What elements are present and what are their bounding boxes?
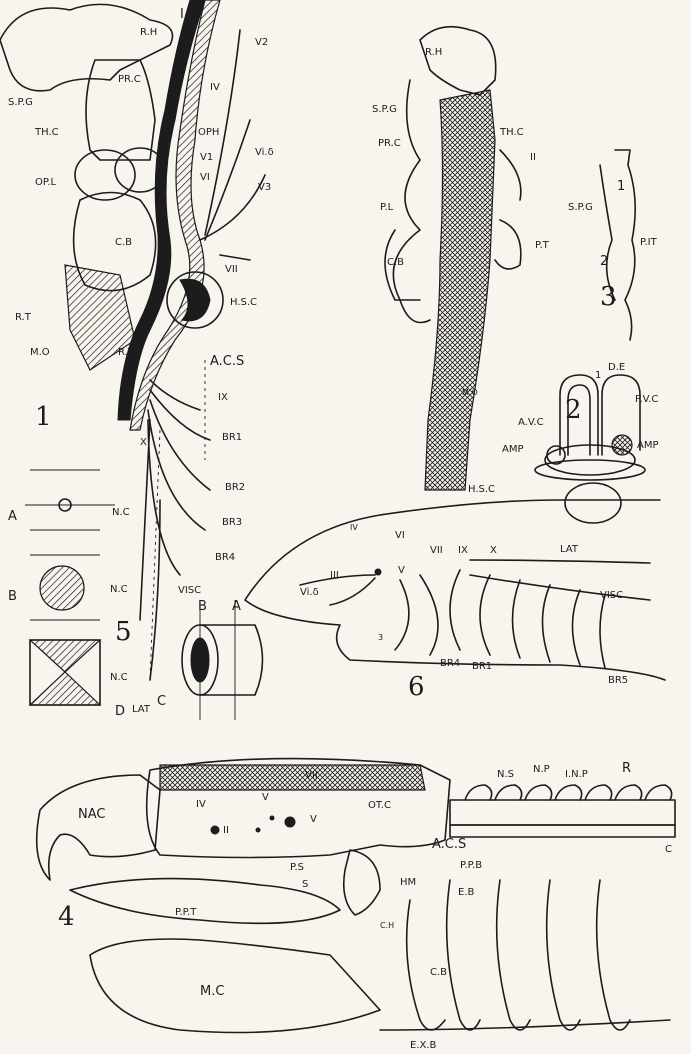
fig1-label-hsc: H.S.C [230,297,258,308]
fig4-label-vii: VII [305,770,318,781]
fig1-label-c: C [157,694,167,709]
fig2-label-amp-r: AMP [637,440,659,451]
fig6-label-visc: VISC [600,590,624,601]
fig5-section-d-hourglass [30,640,100,705]
fig1-label-br1: BR1 [222,432,243,443]
fig6-label-vid: Vi.δ [300,587,319,598]
fig4-palatopterygoid [70,879,340,924]
fig1-label-lat: LAT [132,704,150,715]
fig6-label-br4: BR4 [440,658,461,669]
fig6-label-br5: BR5 [608,675,629,686]
fig4-label-r: R [622,761,632,776]
fig4-label-ps: P.S [290,862,304,873]
fig1-label-rt-2: R.T [118,347,134,358]
figure-4-skull-lateral [37,759,675,1051]
fig3-label-inset-2: 2 [600,254,609,269]
fig3-label-spg: S.P.G [372,104,397,115]
fig1-label-prc: PR.C [118,74,141,85]
fig4-foramen-ii [211,826,219,834]
fig4-vertebral-column [450,800,675,825]
fig2-label-1: 1 [595,370,602,381]
fig4-label-iv: IV [196,799,206,810]
fig1-label-a: A [232,599,241,614]
fig6-label-ix: IX [458,545,468,556]
fig1-label-iv: IV [210,82,220,93]
fig2-ampulla-left [547,446,565,464]
fig1-label-v1: V1 [200,152,214,163]
fig6-label-vi: VI [395,530,405,541]
fig1-label-v3: V3 [258,182,272,193]
fig6-lateral-line-nerve [470,560,650,563]
figure-5-notochord-sections [8,470,263,720]
fig5-label-nc-1: N.C [112,507,130,518]
fig1-label-cb: C.B [115,237,133,248]
fig1-label-br3: BR3 [222,517,243,528]
fig1-label-b: B [198,599,207,614]
fig4-label-ppt: P.P.T [175,907,197,918]
fig6-label-iv: IV [350,523,358,532]
fig1-label-x: X [140,437,147,448]
fig1-label-i: I [180,7,184,22]
fig4-label-otc: OT.C [368,800,391,811]
fig3-label-inset-1: 1 [617,179,626,194]
fig4-label-v: V [262,792,269,803]
fig6-pharynx [395,575,438,655]
fig4-label-inp: I.N.P [565,769,588,780]
fig1-label-ix: IX [218,392,228,403]
fig1-label-v2: V2 [255,37,269,48]
fig6-label-lat: LAT [560,544,578,555]
fig3-label-ii: II [530,152,536,163]
fig6-label-x: X [490,545,497,556]
fig1-label-thc: TH.C [35,127,59,138]
fig4-label-ii: II [223,825,229,836]
fig6-label-br1: BR1 [472,661,493,672]
fig3-number: 3 [600,282,617,312]
fig4-cranium-roof [160,765,425,790]
fig2-label-avc: A.V.C [518,417,544,428]
fig4-label-cb: C.B [430,967,448,978]
figure-1-brain-dorsal [0,0,274,719]
fig4-label-np: N.P [533,764,550,775]
fig1-label-acs: A.C.S [210,354,245,369]
fig1-label-vii: VII [225,264,238,275]
fig4-label-ppb: P.P.B [460,860,483,871]
fig5-section-b [40,566,84,610]
fig4-label-mc: M.C [200,984,225,999]
fig4-label-eb: E.B [458,887,475,898]
figure-2-inner-ear [468,362,659,523]
fig6-label-3: 3 [378,633,384,642]
fig6-ganglion [375,569,381,575]
fig4-neural-canal [450,825,675,837]
figure-3-brain-sagittal [372,27,658,490]
fig1-label-oph: OPH [198,127,220,138]
fig4-label-ch: C.H [380,921,395,930]
fig3-label-rh: R.H [425,47,443,58]
fig6-number: 6 [408,672,425,702]
fig1-label-d: D [115,704,126,719]
fig3-label-pl: P.L [380,202,394,213]
fig6-label-vii: VII [430,545,443,556]
fig3-label-pt: P.T [535,240,549,251]
fig1-nerve-v-group [200,120,265,260]
fig1-label-br4: BR4 [215,552,236,563]
fig3-label-prc: PR.C [378,138,401,149]
fig1-label-opl: OP.L [35,177,57,188]
fig5-label-nc-2: N.C [110,584,128,595]
fig1-label-br2: BR2 [225,482,246,493]
fig3-label-inset-spg: S.P.G [568,202,593,213]
fig4-neural-arches [465,785,672,800]
fig5-number: 5 [115,617,132,647]
fig1-label-visc: VISC [178,585,202,596]
fig2-label-hsc: H.S.C [468,484,496,495]
fig4-meckel-cartilage [90,939,380,1033]
fig2-number: 2 [565,395,582,425]
fig3-hemisphere [420,27,496,95]
fig4-label-acs: A.C.S [432,837,467,852]
fig4-label-c: C [665,844,672,855]
fig1-label-vi: VI [200,172,210,183]
fig4-label-nac: NAC [78,807,106,822]
fig1-vagus-branches [148,380,210,575]
fig6-label-iii: III [330,570,339,581]
fig3-outline-left [393,80,430,323]
fig5-label-a: A [8,509,17,524]
fig1-label-mo: M.O [30,347,50,358]
fig3-label-mo: M.O [462,388,478,397]
fig4-label-ns: N.S [497,769,515,780]
fig4-nasal-capsule [37,775,160,880]
fig3-label-cb: C.B [387,257,405,268]
fig4-label-hm: HM [400,877,417,888]
fig2-label-amp-l: AMP [502,444,524,455]
fig3-label-thc: TH.C [500,127,524,138]
fig4-foramen-v [285,817,295,827]
fig5-label-b: B [8,589,17,604]
fig1-label-rh: R.H [140,27,158,38]
fig2-label-pvc: P.V.C [635,394,659,405]
fig1-label-vid: Vi.δ [255,147,274,158]
fig2-sacculus [565,483,621,523]
fig4-label-s: S [302,879,309,890]
fig3-pituitary-fold [495,220,521,269]
fig1-label-rt-1: R.T [15,312,31,323]
fig1-number: 1 [35,402,52,432]
fig2-ampulla-right [612,435,632,455]
fig5-label-nc-3: N.C [110,672,128,683]
fig6-label-v: V [398,565,405,576]
fig4-label-exb: E.X.B [410,1040,437,1051]
fig1-label-spg: S.P.G [8,97,33,108]
fig3-optic-nerve [500,150,521,200]
figure-6-head-nerves [245,500,665,702]
fig4-branchial-arches [407,880,630,1030]
fig3-brain-section [425,90,495,490]
fig4-hyomandibular [344,850,380,915]
fig4-number: 4 [58,902,75,932]
fig2-label-de: D.E [608,362,626,373]
fig4-label-v2: V [310,814,317,825]
fig3-label-pit: P.IT [640,237,657,248]
